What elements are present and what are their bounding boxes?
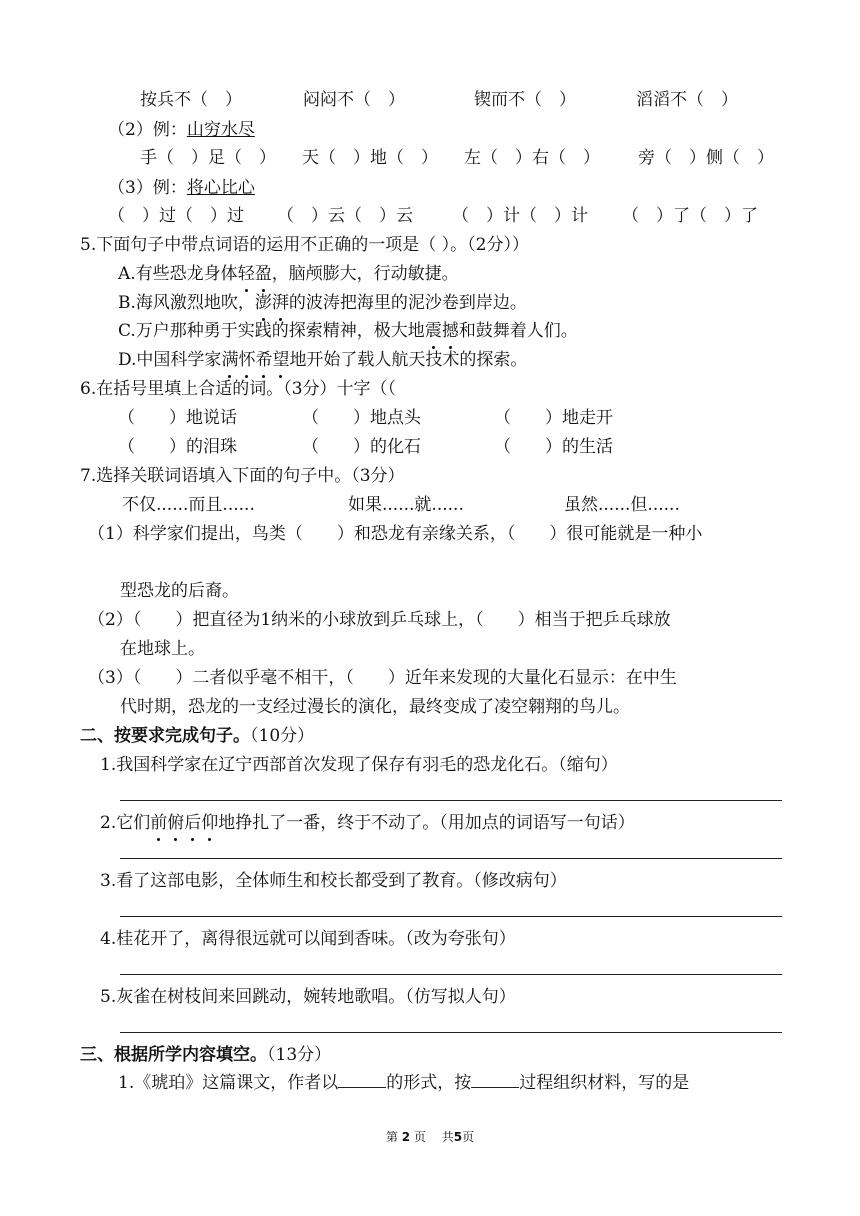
section-title: 二、按要求完成句子。: [80, 726, 250, 746]
q7-option: 虽然......但......: [564, 495, 680, 515]
s2-q1: 1.我国科学家在辽宁西部首次发现了保存有羽毛的恐龙化石。（缩句）: [100, 755, 618, 775]
question-text: 2.它们: [100, 813, 151, 833]
q5-option-d: [118, 349, 527, 371]
section-2-heading: [80, 725, 314, 747]
q4-row2-item: 手（ ）足（ ）: [140, 148, 276, 168]
option-text: A.有些恐龙身体: [118, 264, 238, 284]
q4-row1-item: 闷闷不（ ）: [303, 90, 405, 110]
option-text: 地开始了载人航天技术的探索。: [289, 350, 528, 370]
page-total: 5: [453, 1130, 463, 1144]
q6-item: （ ）的化石: [302, 437, 421, 457]
q6-item: （ ）地走开: [494, 408, 613, 428]
option-text: D.中国科学家: [118, 350, 222, 370]
q7-sentence-2-cont: 在地球上。: [120, 639, 205, 659]
q4-row3-item: （ ）了（ ）了: [622, 206, 758, 226]
section-title: 三、根据所学内容填空。: [80, 1045, 267, 1065]
example-label: （3）例：: [108, 178, 187, 198]
footer-text: 页 共: [413, 1130, 454, 1144]
s2-q2: [100, 812, 635, 834]
answer-line[interactable]: [120, 858, 782, 859]
page-number: 2: [401, 1130, 411, 1144]
option-text: C.万户那种勇于实践的探索精神，极大地: [118, 321, 425, 341]
q7-sentence-1: （1）科学家们提出，鸟类（ ）和恐龙有亲缘关系，（ ）很可能就是一种小: [88, 524, 703, 544]
example-label: （2）例：: [108, 120, 187, 140]
answer-line[interactable]: [120, 916, 782, 917]
option-text: 和鼓舞着人们。: [458, 321, 578, 341]
section-3-heading: [80, 1044, 331, 1066]
q4-row2-item: 天（ ）地（ ）: [302, 148, 438, 168]
q7-sentence-3: （3）（ ）二者似乎毫不相干，（ ）近年来发现的大量化石显示：在中生: [88, 668, 677, 688]
s2-q3: 3.看了这部电影，全体师生和校长都受到了教育。（修改病句）: [100, 871, 567, 891]
dotted-word: 前俯后仰: [150, 813, 219, 833]
question-text: 地挣扎了一番，终于不动了。（用加点的词语写一句话）: [218, 813, 635, 833]
q5-option-a: [118, 263, 459, 285]
fill-blank[interactable]: [471, 1071, 519, 1088]
q6-item: （ ）的泪珠: [118, 437, 237, 457]
q4-row1-item: 滔滔不（ ）: [636, 90, 738, 110]
answer-line[interactable]: [120, 1032, 782, 1033]
s2-q5: 5.灰雀在树枝间来回跳动，婉转地歌唱。（仿写拟人句）: [100, 987, 516, 1007]
q4-row2-item: 旁（ ）侧（ ）: [638, 148, 774, 168]
fill-blank[interactable]: [338, 1071, 386, 1088]
q6-item: （ ）的生活: [494, 437, 613, 457]
q6-item: （ ）地点头: [302, 408, 421, 428]
option-text: 的波涛把海里的泥沙卷到岸边。: [288, 293, 527, 313]
q4-row3-item: （ ）云（ ）云: [277, 206, 413, 226]
q4-example-3: [108, 177, 255, 199]
question-text: 的形式，按: [386, 1073, 472, 1093]
q5-stem: 5.下面句子中带点词语的运用不正确的一项是（ ）。（2分））: [80, 235, 529, 255]
q5-option-c: [118, 320, 578, 342]
q7-option: 不仅......而且......: [122, 495, 255, 515]
footer-text: 页: [462, 1130, 475, 1144]
section-score: （10分）: [250, 726, 315, 746]
footer-text: 第: [385, 1130, 398, 1144]
q7-sentence-3-cont: 代时期，恐龙的一支经过漫长的演化，最终变成了凌空翱翔的鸟儿。: [120, 697, 630, 717]
q4-row3-item: （ ）计（ ）计: [452, 206, 588, 226]
q7-sentence-2: （2）（ ）把直径为1纳米的小球放到乒乓球上，（ ）相当于把乒乓球放: [88, 610, 671, 630]
dotted-word: 澎湃: [254, 293, 289, 313]
s2-q4: 4.桂花开了，离得很远就可以闻到香味。（改为夸张句）: [100, 929, 516, 949]
q6-stem: 6.在括号里填上合适的词。（3分）十字（（: [80, 379, 397, 399]
q4-example-2: [108, 119, 255, 141]
q4-row2-item: 左（ ）右（ ）: [464, 148, 600, 168]
example-word: 山穷水尽: [186, 120, 255, 140]
s3-q1: [118, 1071, 689, 1094]
q7-stem: 7.选择关联词语填入下面的句子中。（3分）: [80, 466, 405, 486]
answer-line[interactable]: [120, 800, 782, 801]
q4-row3-item: （ ）过（ ）过: [108, 206, 244, 226]
question-text: 过程组织材料，写的是: [519, 1073, 690, 1093]
q6-item: （ ）地说话: [118, 408, 237, 428]
example-word: 将心比心: [186, 178, 255, 198]
option-text: B.海风激烈地吹，: [118, 293, 255, 313]
dotted-word: 轻盈: [237, 264, 272, 284]
dotted-word: 震撼: [424, 321, 459, 341]
page-footer: [0, 1128, 860, 1145]
question-text: 1.《琥珀》这篇课文，作者以: [118, 1073, 339, 1093]
q7-sentence-1-cont: 型恐龙的后裔。: [120, 581, 239, 601]
dotted-word: 满怀希望: [221, 350, 290, 370]
answer-line[interactable]: [120, 974, 782, 975]
q4-row1-item: 锲而不（ ）: [474, 90, 576, 110]
q5-option-b: [118, 292, 527, 314]
q7-option: 如果......就......: [348, 495, 464, 515]
option-text: ，脑颅膨大，行动敏捷。: [271, 264, 459, 284]
q4-row1-item: 按兵不（ ）: [140, 90, 242, 110]
section-score: （13分）: [267, 1045, 332, 1065]
